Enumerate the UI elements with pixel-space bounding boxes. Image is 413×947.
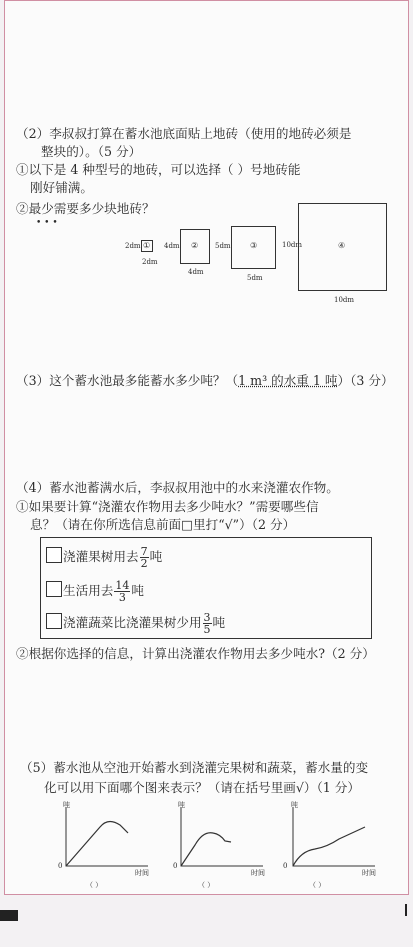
option-2-text: 生活用去 (63, 583, 114, 598)
graph-3-plot (287, 805, 377, 873)
tile-2-mark: ② (191, 241, 199, 250)
graph-3-x-label: 时间 (362, 869, 376, 877)
corner-mark-right (405, 904, 407, 916)
graph-1-x-label: 时间 (135, 869, 149, 877)
graph-2-answer[interactable]: （ ） (198, 881, 215, 889)
corner-mark-left (0, 910, 18, 921)
graph-1-curve (66, 821, 128, 866)
option-2-fraction (114, 580, 130, 603)
option-3-num: 3 (203, 611, 211, 624)
graph-2-x-label: 时间 (251, 869, 265, 877)
option-2-checkbox[interactable] (46, 581, 62, 597)
tile-3-side: 5dm (215, 242, 231, 250)
graph-2-plot (175, 805, 265, 873)
q3-part-a: （3）这个蓄水池最多能蓄水多少吨？（ (16, 373, 239, 388)
q4-line4: ②根据你选择的信息，计算出浇灌农作物用去多少吨水?（2 分） (16, 646, 375, 661)
q5-line2: 化可以用下面哪个图来表示？（请在括号里画√）（1 分） (44, 780, 360, 795)
graph-3-origin: 0 (283, 862, 288, 870)
emphasis-dots: • • • (36, 218, 58, 228)
option-2 (46, 580, 144, 603)
option-3-unit: 吨 (212, 615, 226, 630)
q2-sub2: ②最少需要多少块地砖？ (16, 201, 155, 216)
tile-3-mark: ③ (250, 241, 258, 250)
graph-2-axes (181, 807, 263, 866)
graph-3-y-label: 吨 (291, 801, 298, 809)
option-2-num: 14 (115, 579, 130, 592)
option-1-text: 浇灌果树用去 (63, 549, 139, 564)
option-3-fraction (203, 612, 212, 635)
option-1-den: 2 (140, 557, 148, 570)
option-3 (46, 612, 225, 635)
graph-3-curve (293, 827, 365, 866)
option-2-den: 3 (118, 591, 126, 604)
tile-1-bottom: 2dm (142, 258, 158, 266)
graph-1-answer[interactable]: （ ） (86, 881, 103, 889)
graph-2-origin: 0 (173, 862, 178, 870)
q3-text (16, 372, 394, 389)
option-2-unit: 吨 (131, 583, 144, 598)
graph-2-curve (181, 833, 231, 866)
q2-line1: （2）李叔叔打算在蓄水池底面贴上地砖（使用的地砖必须是 (16, 126, 352, 141)
graph-1-plot (60, 805, 150, 873)
q4-line3: 息？（请在你所选信息前面□里打“√”）（2 分） (30, 517, 296, 532)
tile-4-mark: ④ (338, 241, 346, 250)
tile-4-side: 10dm (282, 241, 303, 249)
tile-2-bottom: 4dm (188, 268, 204, 276)
q4-line2: ①如果要计算“浇灌农作物用去多少吨水？”需要哪些信 (16, 499, 319, 514)
option-1-fraction (140, 546, 149, 569)
option-3-checkbox[interactable] (46, 613, 62, 629)
q5-line1: （5）蓄水池从空池开始蓄水到浇灌完果树和蔬菜，蓄水量的变 (20, 760, 369, 775)
q2-sub1-line2: 刚好铺满。 (30, 180, 93, 195)
q2-line2: 整块的）。（5 分） (41, 144, 142, 159)
option-1-unit: 吨 (149, 549, 163, 564)
graph-3-answer[interactable]: （ ） (309, 881, 326, 889)
graph-1-origin: 0 (58, 862, 63, 870)
option-3-text: 浇灌蔬菜比浇灌果树少用 (63, 615, 202, 630)
option-3-den: 5 (203, 623, 211, 636)
graph-1-y-label: 吨 (63, 801, 70, 809)
graph-3-axes (293, 807, 375, 866)
tile-2-side: 4dm (164, 242, 180, 250)
q3-part-c: ）（3 分） (337, 373, 394, 388)
q4-line1: （4）蓄水池蓄满水后，李叔叔用池中的水来浇灌农作物。 (16, 480, 339, 495)
tile-3-bottom: 5dm (247, 274, 263, 282)
graph-1-axes (66, 807, 148, 866)
option-1 (46, 546, 162, 569)
tile-1-side: 2dm (125, 242, 141, 250)
q2-sub1-line1: ①以下是 4 种型号的地砖，可以选择（ ）号地砖能 (16, 162, 301, 177)
option-1-checkbox[interactable] (46, 547, 62, 563)
q3-hint: 1 m³ 的水重 1 吨 (238, 373, 338, 388)
tile-1-mark: ① (143, 241, 151, 250)
graph-2-y-label: 吨 (178, 801, 185, 809)
option-1-num: 7 (140, 545, 148, 558)
tile-4-bottom: 10dm (334, 296, 355, 304)
